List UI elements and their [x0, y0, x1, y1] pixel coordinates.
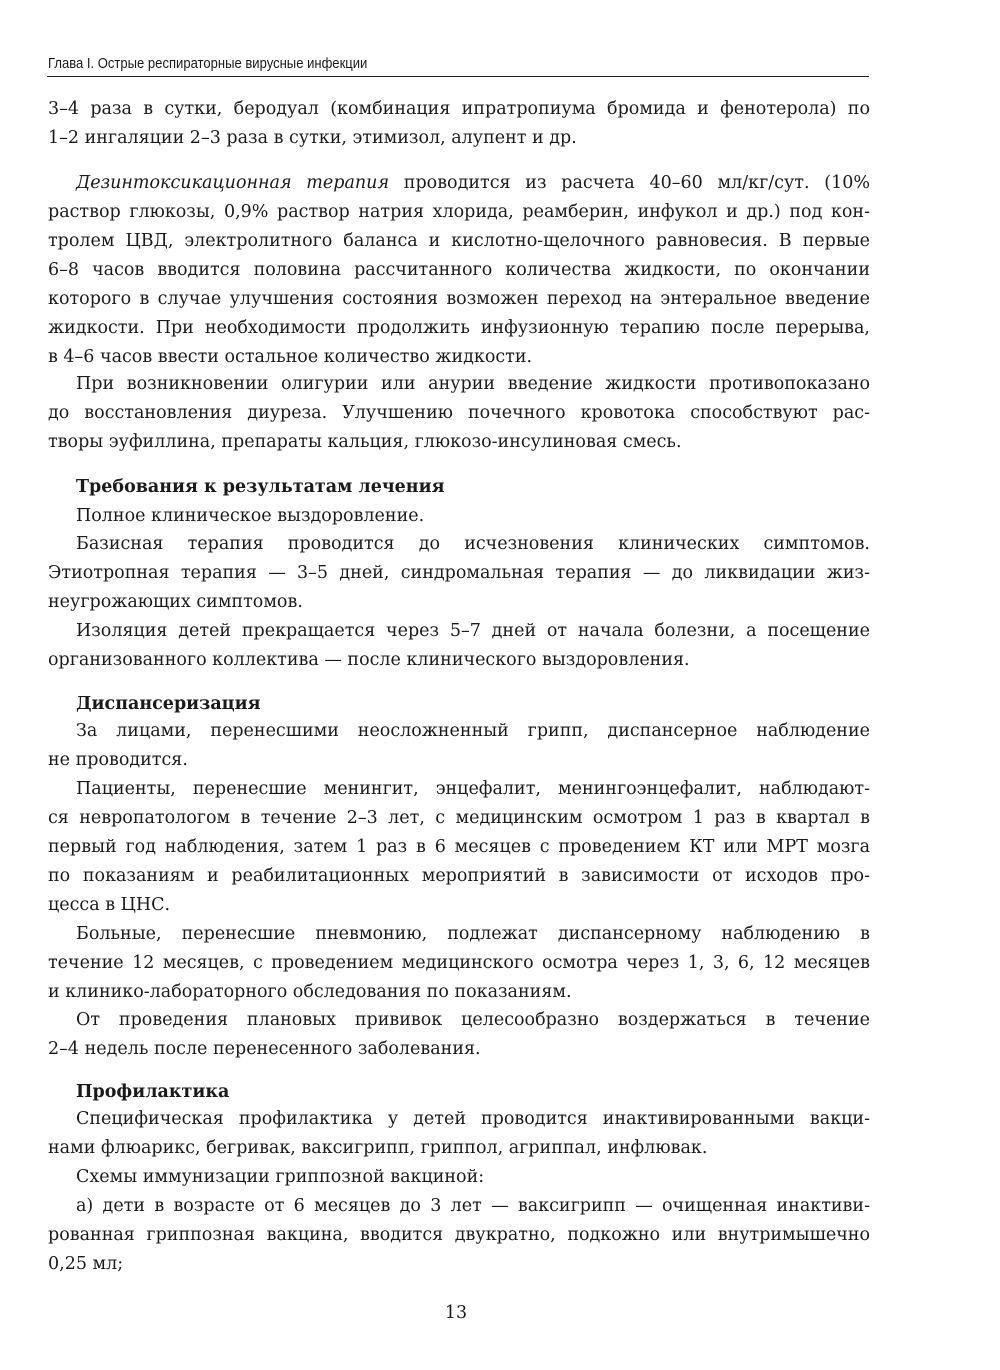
text-line: 1–2 ингаляции 2–3 раза в сутки, этимизол, алупент и др. — [48, 128, 577, 148]
text-line: ся невропатологом в течение 2–3 лет, с медицинским осмотром 1 раз в квартал в — [48, 808, 870, 828]
text-line: Полное клиническое выздоровление. — [76, 506, 425, 526]
text-line: Этиотропная терапия — 3–5 дней, синдромальная терапия — до ликвидации жиз- — [48, 563, 870, 583]
text-line: до восстановления диуреза. Улучшению почечного кровотока способствуют рас- — [48, 403, 870, 423]
section-heading: Диспансеризация — [76, 694, 261, 714]
running-head: Глава I. Острые респираторные вирусные инфекции — [48, 56, 368, 72]
section-heading: Профилактика — [76, 1082, 230, 1102]
text-line: Специфическая профилактика у детей проводится инактивированными вакци- — [76, 1109, 870, 1129]
text-line: раствор глюкозы, 0,9% раствор натрия хлорида, реамберин, инфукол и др.) под кон- — [48, 202, 870, 222]
text-line: организованного коллектива — после клинического выздоровления. — [48, 650, 690, 670]
text-line: Пациенты, перенесшие менингит, энцефалит, менингоэнцефалит, наблюдают- — [76, 779, 870, 799]
text-line: по показаниям и реабилитационных мероприятий в зависимости от исходов про- — [48, 866, 870, 886]
text-line — [76, 169, 870, 198]
text-line: первый год наблюдения, затем 1 раз в 6 месяцев с проведением КТ или МРТ мозга — [48, 837, 870, 857]
emphasis-term: Дезинтоксикационная терапия — [76, 173, 390, 193]
text-line: неугрожающих симптомов. — [48, 592, 303, 612]
text-line: Схемы иммунизации гриппозной вакциной: — [76, 1167, 485, 1187]
text-line: Больные, перенесшие пневмонию, подлежат диспансерному наблюдению в — [76, 924, 870, 944]
text-line: При возникновении олигурии или анурии введение жидкости противопоказано — [76, 374, 870, 394]
text-span: проводится из расчета 40–60 мл/кг/сут. (10% — [389, 173, 870, 193]
text-line: Изоляция детей прекращается через 5–7 дней от начала болезни, а посещение — [76, 621, 870, 641]
text-line: и клинико-лабораторного обследования по показаниям. — [48, 982, 572, 1002]
text-line: 2–4 недель после перенесенного заболевания. — [48, 1039, 481, 1059]
page-number: 13 — [444, 1303, 468, 1323]
text-line: течение 12 месяцев, с проведением медицинского осмотра через 1, 3, 6, 12 месяцев — [48, 953, 870, 973]
text-line: 3–4 раза в сутки, беродуал (комбинация ипратропиума бромида и фенотерола) по — [48, 99, 870, 119]
text-line: тролем ЦВД, электролитного баланса и кислотно-щелочного равновесия. В первые — [48, 231, 870, 251]
text-line: в 4–6 часов ввести остальное количество жидкости. — [48, 347, 533, 367]
text-line: цесса в ЦНС. — [48, 895, 171, 915]
text-line: Базисная терапия проводится до исчезновения клинических симптомов. — [76, 534, 870, 554]
text-line: нами флюарикс, бегривак, ваксигрипп, гриппол, агриппал, инфлювак. — [48, 1138, 708, 1158]
text-line: жидкости. При необходимости продолжить инфузионную терапию после перерыва, — [48, 318, 870, 338]
text-line: 0,25 мл; — [48, 1254, 124, 1274]
text-line: рованная гриппозная вакцина, вводится двукратно, подкожно или внутримышечно — [48, 1225, 870, 1245]
text-line: которого в случае улучшения состояния возможен переход на энтеральное введение — [48, 289, 870, 309]
text-line: За лицами, перенесшими неосложненный грипп, диспансерное наблюдение — [76, 721, 870, 741]
text-line: а) дети в возрасте от 6 месяцев до 3 лет — ваксигрипп — очищенная инактиви- — [76, 1196, 870, 1216]
text-line: творы эуфиллина, препараты кальция, глюкозо-инсулиновая смесь. — [48, 432, 682, 452]
section-heading: Требования к результатам лечения — [76, 477, 445, 497]
header-rule — [47, 76, 869, 77]
text-line: От проведения плановых прививок целесообразно воздержаться в течение — [76, 1010, 870, 1030]
text-line: не проводится. — [48, 750, 188, 770]
text-line: 6–8 часов вводится половина рассчитанного количества жидкости, по окончании — [48, 260, 870, 280]
